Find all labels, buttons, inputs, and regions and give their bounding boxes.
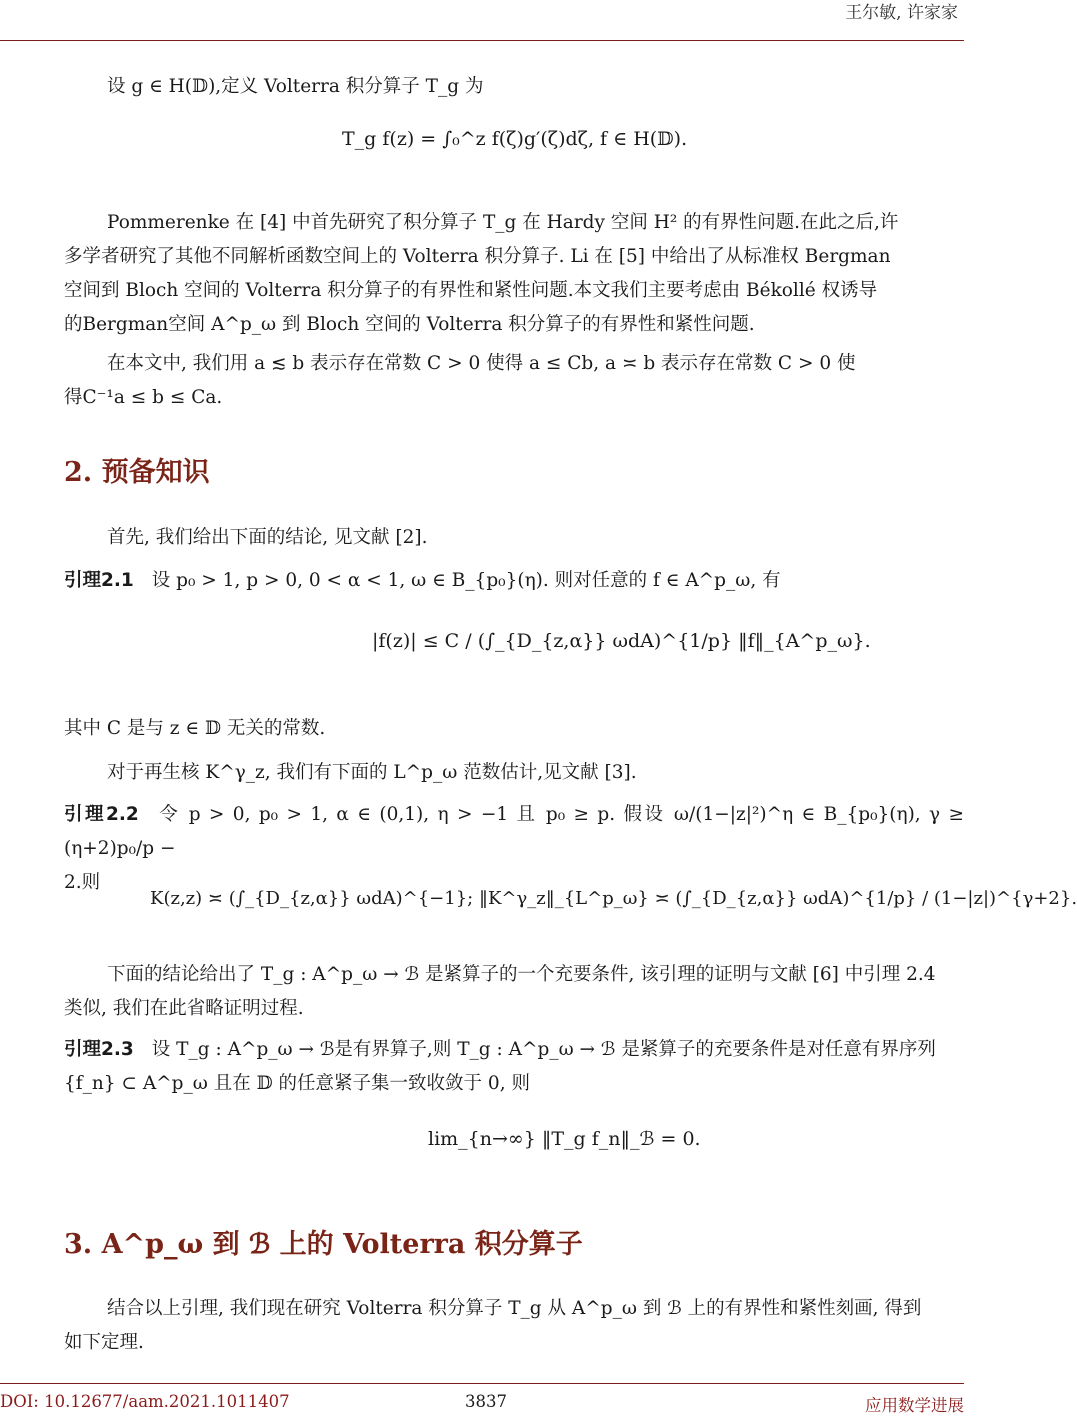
footer-journal[interactable]: 应用数学进展 xyxy=(865,1396,964,1415)
equation-volterra-text: T_g f(z) = ∫₀^z f(ζ)g′(ζ)dζ, f ∈ H(𝔻). xyxy=(342,128,688,150)
lemma-2-3-tag: 引理2.3 xyxy=(64,1039,134,1060)
para-first xyxy=(64,521,964,555)
para-next xyxy=(64,958,964,1026)
lemma-2-1 xyxy=(64,564,964,598)
para-line: 下面的结论给出了 T_g : A^p_ω → ℬ 是紧算子的一个充要条件, 该引理的证明与文献 [6] 中引理 2.4 xyxy=(107,964,936,985)
header-rule xyxy=(0,40,964,41)
para-intro-text: 设 g ∈ H(𝔻),定义 Volterra 积分算子 T_g 为 xyxy=(107,76,484,97)
para-pommerenke xyxy=(64,206,964,342)
lemma-2-3-line1 xyxy=(64,1033,964,1067)
equation-lemma-2-3 xyxy=(428,1128,701,1150)
equation-lemma-2-1-text: |f(z)| ≤ C / (∫_{D_{z,α}} ωdA)^{1/p} ‖f‖_{A^p_ω}. xyxy=(372,630,871,652)
footer-page-number: 3837 xyxy=(465,1392,507,1411)
equation-lemma-2-2 xyxy=(150,888,1077,909)
lemma-2-3-line1-text: 设 T_g : A^p_ω → ℬ是有界算子,则 T_g : A^p_ω → ℬ 是紧算子的充要条件是对任意有界序列 xyxy=(151,1039,936,1060)
header-authors: 王尔敏, 许家家 xyxy=(845,3,958,23)
para-line: 在本文中, 我们用 a ≲ b 表示存在常数 C > 0 使得 a ≤ Cb, a ≍ b 表示存在常数 C > 0 使 xyxy=(107,353,856,374)
footer-rule xyxy=(0,1383,964,1384)
equation-lemma-2-3-text: lim_{n→∞} ‖T_g f_n‖_ℬ = 0. xyxy=(428,1128,701,1150)
lemma-2-1-text: 设 p₀ > 1, p > 0, 0 < α < 1, ω ∈ B_{p₀}(η). 则对任意的 f ∈ A^p_ω, 有 xyxy=(151,570,781,591)
lemma-2-3-line2: {f_n} ⊂ A^p_ω 且在 𝔻 的任意紧子集一致收敛于 0, 则 xyxy=(64,1073,530,1094)
para-where xyxy=(64,712,964,746)
para-line: 结合以上引理, 我们现在研究 Volterra 积分算子 T_g 从 A^p_ω 到 ℬ 上的有界性和紧性刻画, 得到 xyxy=(107,1298,922,1319)
lemma-2-2-line1 xyxy=(64,798,964,866)
section-2-heading: 2. 预备知识 xyxy=(64,457,210,488)
para-line: Pommerenke 在 [4] 中首先研究了积分算子 T_g 在 Hardy 空间 H² 的有界性问题.在此之后,许 xyxy=(107,212,899,233)
para-line: 如下定理. xyxy=(64,1332,144,1353)
para-first-text: 首先, 我们给出下面的结论, 见文献 [2]. xyxy=(107,527,428,548)
para-kernel-text: 对于再生核 K^γ_z, 我们有下面的 L^p_ω 范数估计,见文献 [3]. xyxy=(107,762,637,783)
equation-volterra xyxy=(342,128,687,150)
section-3-heading: 3. A^p_ω 到 ℬ 上的 Volterra 积分算子 xyxy=(64,1229,583,1260)
equation-lemma-2-2-text: K(z,z) ≍ (∫_{D_{z,α}} ωdA)^{−1}; ‖K^γ_z‖_{L^p_ω} ≍ (∫_{D_{z,α}} ωdA)^{1/p} / (1−|z|)^{γ+2}. xyxy=(150,888,1077,909)
lemma-2-1-tag: 引理2.1 xyxy=(64,570,134,591)
para-line: 多学者研究了其他不同解析函数空间上的 Volterra 积分算子. Li 在 [5] 中给出了从标准权 Bergman xyxy=(64,246,891,267)
para-where-text: 其中 C 是与 z ∈ 𝔻 无关的常数. xyxy=(64,718,326,739)
footer-doi[interactable]: DOI: 10.12677/aam.2021.1011407 xyxy=(0,1392,290,1411)
lemma-2-3 xyxy=(64,1033,964,1101)
lemma-2-2-tag: 引理2.2 xyxy=(64,804,139,825)
lemma-2-2 xyxy=(64,798,964,900)
lemma-2-2-line1-text: 令 p > 0, p₀ > 1, α ∈ (0,1), η > −1 且 p₀ ≥ p. 假设 ω/(1−|z|²)^η ∈ B_{p₀}(η), γ ≥ (η+2)p₀/p − xyxy=(64,804,965,859)
lemma-2-2-line2: 2.则 xyxy=(64,872,101,893)
para-line: 的Bergman空间 A^p_ω 到 Bloch 空间的 Volterra 积分算子的有界性和紧性问题. xyxy=(64,314,755,335)
para-final xyxy=(64,1292,964,1360)
para-line: 得C⁻¹a ≤ b ≤ Ca. xyxy=(64,387,223,408)
para-line: 空间到 Bloch 空间的 Volterra 积分算子的有界性和紧性问题.本文我们主要考虑由 Békollé 权诱导 xyxy=(64,280,878,301)
para-notation xyxy=(64,347,964,415)
para-kernel xyxy=(64,756,964,790)
equation-lemma-2-1 xyxy=(372,630,871,652)
para-line: 类似, 我们在此省略证明过程. xyxy=(64,998,304,1019)
para-intro xyxy=(64,70,964,104)
